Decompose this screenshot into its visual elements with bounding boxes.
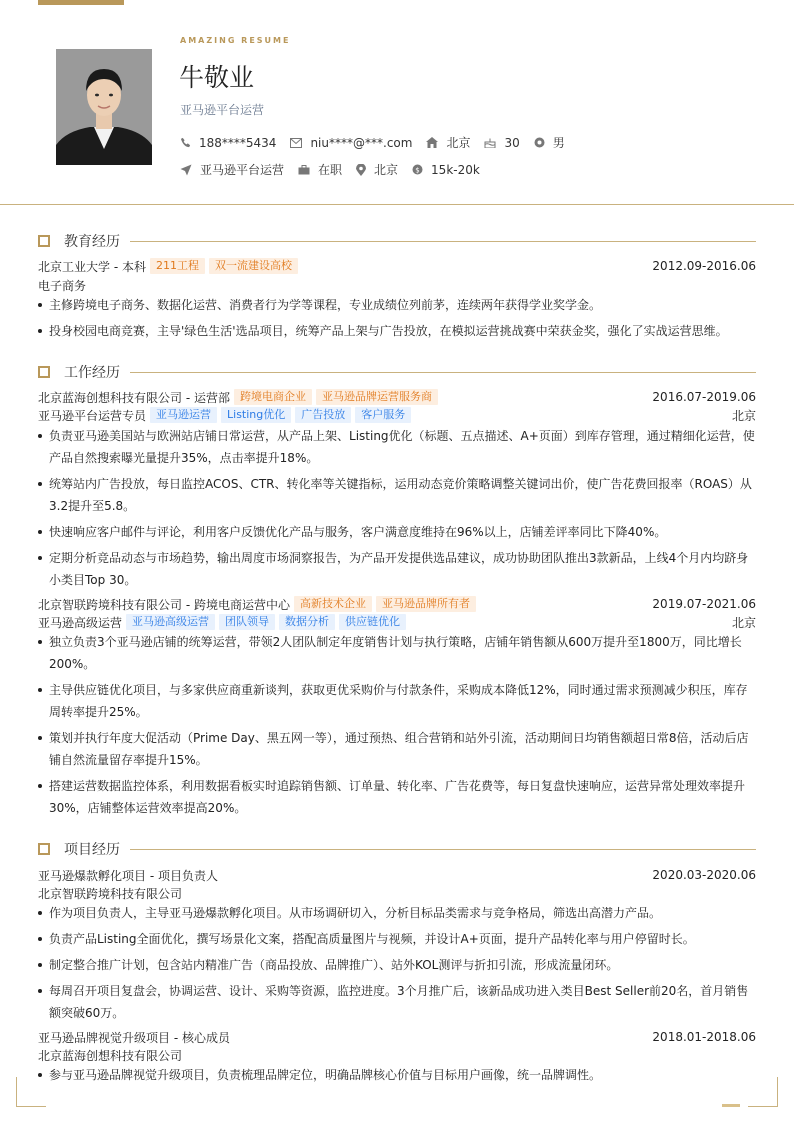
project-title-row — [38, 866, 756, 884]
job-location: 北京 — [731, 408, 756, 423]
company-tag: 高新技术企业 — [294, 596, 372, 612]
section-title: 教育经历 — [64, 234, 120, 250]
phone-info — [180, 136, 276, 150]
project-org-row — [38, 884, 756, 902]
projects-section-header — [38, 839, 756, 859]
role-name: 亚马逊平台运营专员 — [38, 408, 147, 423]
education-section-header — [38, 231, 756, 251]
role-tag: 客户服务 — [355, 407, 411, 423]
target-city-text: 北京 — [374, 163, 399, 177]
salary-text: 15k-20k — [431, 162, 480, 177]
job-bullet: 定期分析竞品动态与市场趋势，输出周度市场洞察报告，为产品开发提供选品建议，成功协助团队推出3款新品，上线4个月内均跻身小类目Top 30。 — [38, 547, 756, 591]
section-divider — [130, 849, 756, 850]
role-tag: 亚马逊运营 — [150, 407, 217, 423]
resume-tagline: AMAZING RESUME — [180, 36, 291, 45]
section-square-icon — [38, 366, 50, 378]
mail-icon — [290, 138, 302, 148]
job-dates: 2016.07-2019.06 — [652, 390, 756, 404]
work-section-header — [38, 362, 756, 382]
job-role-row — [38, 406, 756, 424]
age-info — [484, 136, 519, 150]
home-icon — [426, 137, 438, 148]
job-location: 北京 — [731, 615, 756, 630]
education-major-row — [38, 276, 756, 294]
education-dates: 2012.09-2016.06 — [652, 259, 756, 273]
phone-icon — [180, 137, 191, 148]
education-entry-header — [38, 257, 756, 275]
phone-text: 188****5434 — [199, 135, 277, 150]
role-tag: 团队领导 — [219, 614, 275, 630]
gender-info — [534, 134, 565, 151]
job-bullet: 主导供应链优化项目，与多家供应商重新谈判，获取更优采购价与付款条件，采购成本降低12%，同时通过需求预测减少积压，库存周转率提升25%。 — [38, 679, 756, 723]
gender-icon — [534, 137, 545, 148]
role-tag: Listing优化 — [221, 407, 291, 423]
project-title-row — [38, 1028, 756, 1046]
school-tag: 211工程 — [150, 258, 205, 274]
project-dates: 2020.03-2020.06 — [652, 868, 756, 882]
job-bullet: 独立负责3个亚马逊店铺的统筹运营，带领2人团队制定年度销售计划与执行策略，店铺年销售额从600万提升至1800万，同比增长200%。 — [38, 631, 756, 675]
company-name: 北京智联跨境科技有限公司 - 跨境电商运营中心 — [38, 597, 290, 612]
project-bullet: 每周召开项目复盘会，协调运营、设计、采购等资源，监控进度。3个月推广后，该新品成功进入类目Best Seller前20名，首月销售额突破60万。 — [38, 980, 756, 1024]
job-bullet: 策划并执行年度大促活动（Prime Day、黑五网一等），通过预热、组合营销和站外引流，活动期间日均销售额超日常8倍，活动后店铺自然流量留存率提升15%。 — [38, 727, 756, 771]
project-bullet: 参与亚马逊品牌视觉升级项目，负责梳理品牌定位，明确品牌核心价值与目标用户画像，统一品牌调性。 — [38, 1064, 756, 1086]
job-role-row — [38, 613, 756, 631]
status-text: 在职 — [318, 163, 343, 177]
home-text: 北京 — [446, 136, 471, 150]
role-tag: 数据分析 — [279, 614, 335, 630]
section-divider — [130, 372, 756, 373]
email-info — [290, 136, 412, 150]
email-text: niu****@***.com — [310, 135, 413, 150]
section-divider — [130, 241, 756, 242]
candidate-name: 牛敬业 — [179, 63, 255, 92]
project-title: 亚马逊爆款孵化项目 - 项目负责人 — [38, 868, 218, 883]
gender-text: 男 — [552, 136, 565, 150]
project-dates: 2018.01-2018.06 — [652, 1030, 756, 1044]
education-bullet: 主修跨境电子商务、数据化运营、消费者行为学等课程，专业成绩位列前茅，连续两年获得学业奖学金。 — [38, 294, 756, 316]
project-org: 北京蓝海创想科技有限公司 — [38, 1048, 183, 1063]
page-marker — [722, 1104, 740, 1107]
school-name: 北京工业大学 - 本科 — [38, 259, 146, 274]
age-text: 30 — [504, 135, 520, 150]
project-bullet: 作为项目负责人，主导亚马逊爆款孵化项目。从市场调研切入，分析目标品类需求与竞争格局，筛选出高潜力产品。 — [38, 902, 756, 924]
target-position-text: 亚马逊平台运营 — [200, 163, 285, 177]
major: 电子商务 — [38, 278, 87, 293]
job-bullet: 快速响应客户邮件与评论，利用客户反馈优化产品与服务，客户满意度维持在96%以上，店铺差评率同比下降40%。 — [38, 521, 756, 543]
target-position-info — [180, 161, 284, 178]
job-bullet: 统筹站内广告投放，每日监控ACOS、CTR、转化率等关键指标，运用动态竞价策略调整关键词出价，使广告花费回报率（ROAS）从3.2提升至5.8。 — [38, 473, 756, 517]
money-icon — [412, 164, 423, 175]
section-square-icon — [38, 235, 50, 247]
resume-header — [0, 0, 794, 205]
section-square-icon — [38, 843, 50, 855]
job-bullet: 负责亚马逊美国站与欧洲站店铺日常运营，从产品上架、Listing优化（标题、五点描述、A+页面）到库存管理，通过精细化运营，使产品自然搜索曝光量提升35%，点击率提升18%。 — [38, 425, 756, 469]
profile-photo — [56, 49, 152, 165]
project-bullet: 负责产品Listing全面优化，撰写场景化文案，搭配高质量图片与视频，并设计A+页面，提升产品转化率与用户停留时长。 — [38, 928, 756, 950]
project-bullet: 制定整合推广计划，包含站内精准广告（商品投放、品牌推广）、站外KOL测评与折扣引流，形成流量闭环。 — [38, 954, 756, 976]
project-org: 北京智联跨境科技有限公司 — [38, 886, 183, 901]
company-tag: 跨境电商企业 — [234, 389, 312, 405]
job-company-row — [38, 388, 756, 406]
page-corner-decoration — [16, 1077, 46, 1107]
section-title: 工作经历 — [64, 365, 120, 381]
page-corner-decoration — [748, 1077, 778, 1107]
project-title: 亚马逊品牌视觉升级项目 - 核心成员 — [38, 1030, 230, 1045]
target-city-info — [356, 161, 398, 178]
cake-icon — [484, 137, 496, 148]
home-info — [426, 134, 470, 151]
company-name: 北京蓝海创想科技有限公司 - 运营部 — [38, 390, 230, 405]
job-dates: 2019.07-2021.06 — [652, 597, 756, 611]
job-company-row — [38, 595, 756, 613]
education-bullet: 投身校园电商竞赛，主导'绿色生活'选品项目，统筹产品上架与广告投放，在模拟运营挑战赛中荣获金奖，强化了实战运营思维。 — [38, 320, 756, 342]
role-tag: 供应链优化 — [339, 614, 406, 630]
role-tag: 亚马逊高级运营 — [126, 614, 215, 630]
company-tag: 亚马逊品牌所有者 — [376, 596, 476, 612]
role-tag: 广告投放 — [295, 407, 351, 423]
company-tag: 亚马逊品牌运营服务商 — [316, 389, 438, 405]
school-tag: 双一流建设高校 — [209, 258, 298, 274]
job-bullet: 搭建运营数据监控体系，利用数据看板实时追踪销售额、订单量、转化率、广告花费等，每日复盘快速响应，运营异常处理效率提升30%，店铺整体运营效率提高20%。 — [38, 775, 756, 819]
svg-text:$: $ — [415, 166, 420, 175]
project-org-row — [38, 1046, 756, 1064]
contact-info-row — [180, 134, 579, 151]
section-title: 项目经历 — [64, 842, 120, 858]
send-icon — [180, 164, 192, 176]
candidate-job-title: 亚马逊平台运营 — [180, 103, 265, 117]
job-intent-row — [180, 161, 494, 178]
status-info — [298, 161, 342, 178]
role-name: 亚马逊高级运营 — [38, 615, 123, 630]
location-pin-icon — [356, 164, 366, 176]
salary-info — [412, 163, 480, 177]
briefcase-icon — [298, 165, 310, 175]
